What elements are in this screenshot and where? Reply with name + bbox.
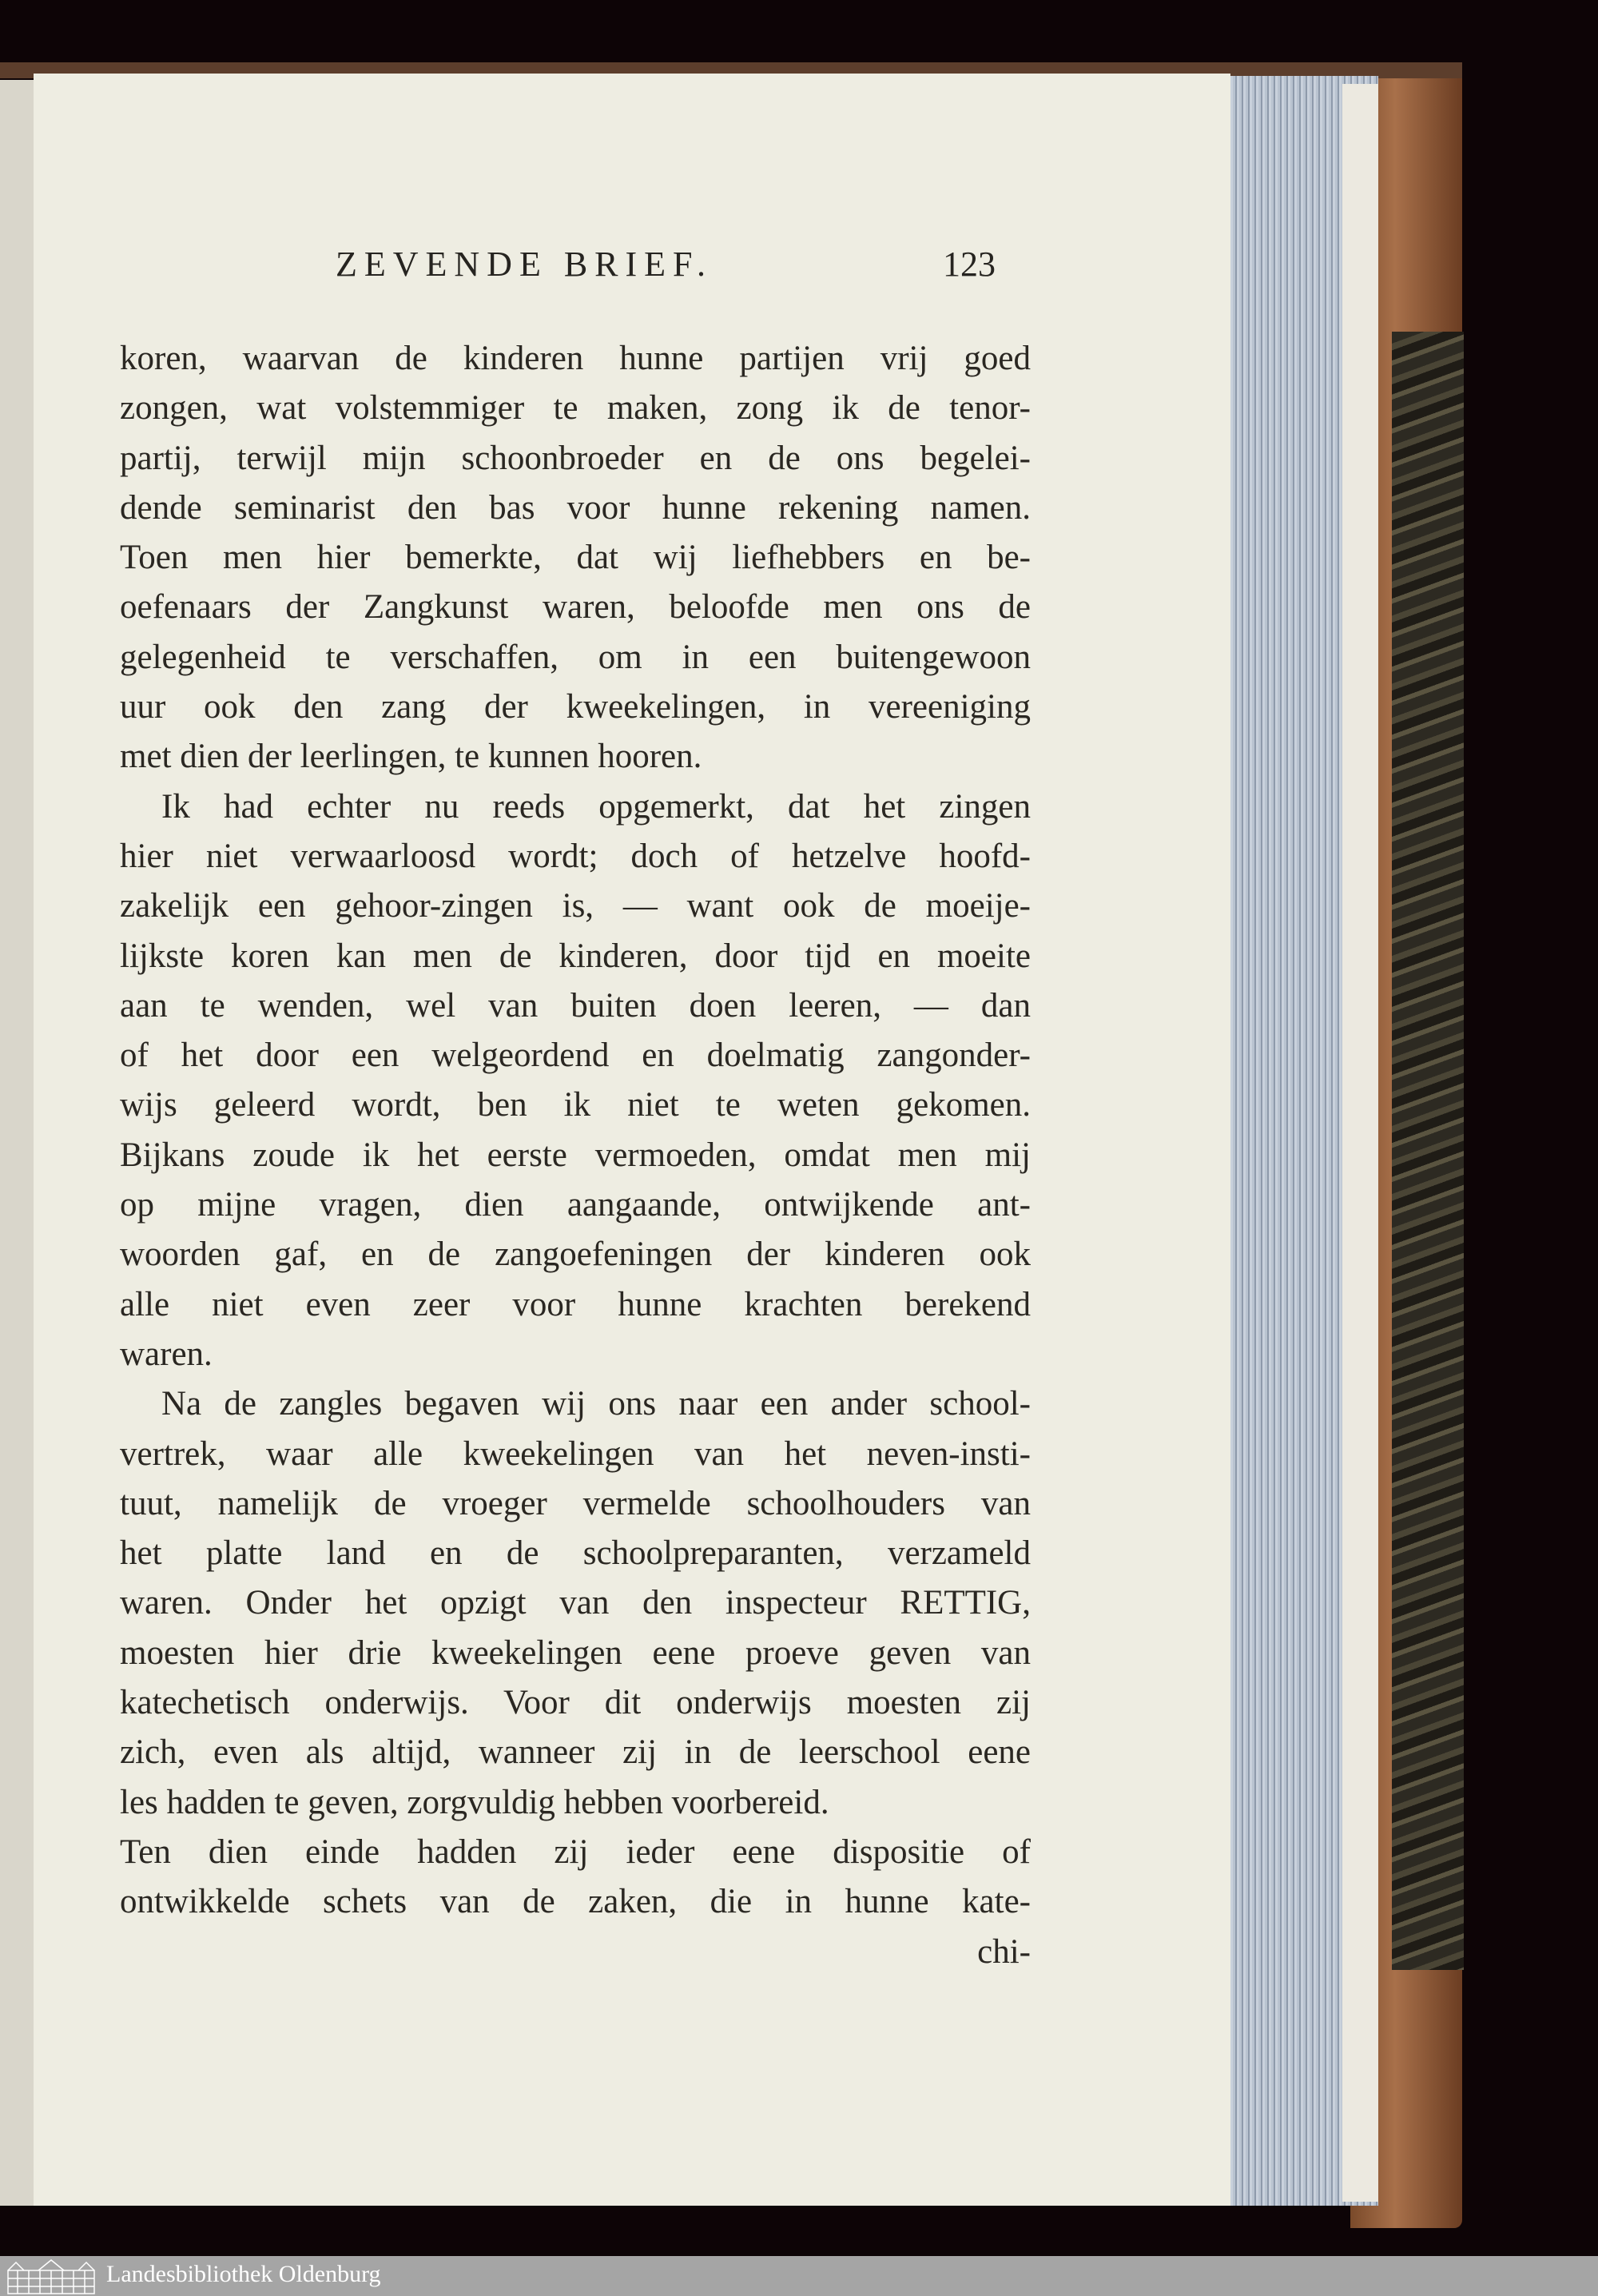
text-line: les hadden te geven, zorgvuldig hebben voorbereid. bbox=[120, 1783, 829, 1821]
text-line: lijkste koren kan men de kinderen, door tijd en moeite bbox=[120, 937, 1031, 975]
text-line: chi- bbox=[977, 1932, 1031, 1971]
text-line: ontwikkelde schets van de zaken, die in hunne kate- bbox=[120, 1883, 1031, 1921]
text-line: hier niet verwaarloosd wordt; doch of hetzelve hoofd- bbox=[120, 837, 1031, 875]
page-number: 123 bbox=[943, 245, 996, 284]
text-line: dende seminarist den bas voor hunne rekening namen. bbox=[120, 488, 1031, 527]
facing-page-edge bbox=[0, 80, 34, 2206]
text-line: waren. bbox=[120, 1335, 213, 1373]
text-line: katechetisch onderwijs. Voor dit onderwijs moesten zij bbox=[120, 1684, 1031, 1722]
text-line: op mijne vragen, dien aangaande, ontwijkende ant- bbox=[120, 1186, 1031, 1224]
text-line: zich, even als altijd, wanneer zij in de leerschool eene bbox=[120, 1733, 1031, 1772]
marbled-cover bbox=[1392, 332, 1464, 1970]
library-name: Landesbibliothek Oldenburg bbox=[106, 2261, 381, 2287]
text-line: Ten dien einde hadden zij ieder eene dispositie of bbox=[120, 1832, 1031, 1871]
text-line: Na de zangles begaven wij ons naar een ander school- bbox=[161, 1385, 1031, 1423]
text-line: gelegenheid te verschaffen, om in een buitengewoon bbox=[120, 638, 1031, 676]
text-line: alle niet even zeer voor hunne krachten berekend bbox=[120, 1285, 1031, 1323]
text-line: of het door een welgeordend en doelmatig zangonder- bbox=[120, 1037, 1031, 1075]
text-line: wijs geleerd wordt, ben ik niet te weten gekomen. bbox=[120, 1086, 1031, 1124]
page-body-text bbox=[120, 334, 1031, 1977]
text-line: woorden gaf, en de zangoefeningen der kinderen ook bbox=[120, 1236, 1031, 1274]
text-line: Toen men hier bemerkte, dat wij liefhebbers en be- bbox=[120, 539, 1031, 577]
text-line: waren. Onder het opzigt van den inspecteur RETTIG, bbox=[120, 1584, 1031, 1622]
running-title: ZEVENDE BRIEF. bbox=[336, 245, 714, 284]
text-line: zakelijk een gehoor-zingen is, — want ook de moeije- bbox=[120, 887, 1031, 925]
text-line: partij, terwijl mijn schoonbroeder en de ons begelei- bbox=[120, 439, 1031, 477]
library-building-logo bbox=[6, 2259, 96, 2294]
text-line: uur ook den zang der kweekelingen, in vereeniging bbox=[120, 688, 1031, 726]
back-pages bbox=[1342, 84, 1378, 2202]
text-line: aan te wenden, wel van buiten doen leeren, — dan bbox=[120, 986, 1031, 1025]
text-line: vertrek, waar alle kweekelingen van het neven-insti- bbox=[120, 1435, 1031, 1473]
text-line: met dien der leerlingen, te kunnen hooren. bbox=[120, 738, 702, 776]
text-line: oefenaars der Zangkunst waren, beloofde men ons de bbox=[120, 588, 1031, 627]
footer-bar bbox=[0, 2256, 1598, 2296]
text-line: Bijkans zoude ik het eerste vermoeden, omdat men mij bbox=[120, 1136, 1031, 1174]
text-line: koren, waarvan de kinderen hunne partijen vrij goed bbox=[120, 340, 1031, 377]
text-line: moesten hier drie kweekelingen eene proeve geven van bbox=[120, 1633, 1031, 1672]
text-line: tuut, namelijk de vroeger vermelde schoolhouders van bbox=[120, 1484, 1031, 1522]
text-line: Ik had echter nu reeds opgemerkt, dat het zingen bbox=[161, 787, 1031, 826]
text-line: het platte land en de schoolpreparanten, verzameld bbox=[120, 1534, 1031, 1573]
text-line: zongen, wat volstemmiger te maken, zong ik de tenor- bbox=[120, 389, 1031, 428]
